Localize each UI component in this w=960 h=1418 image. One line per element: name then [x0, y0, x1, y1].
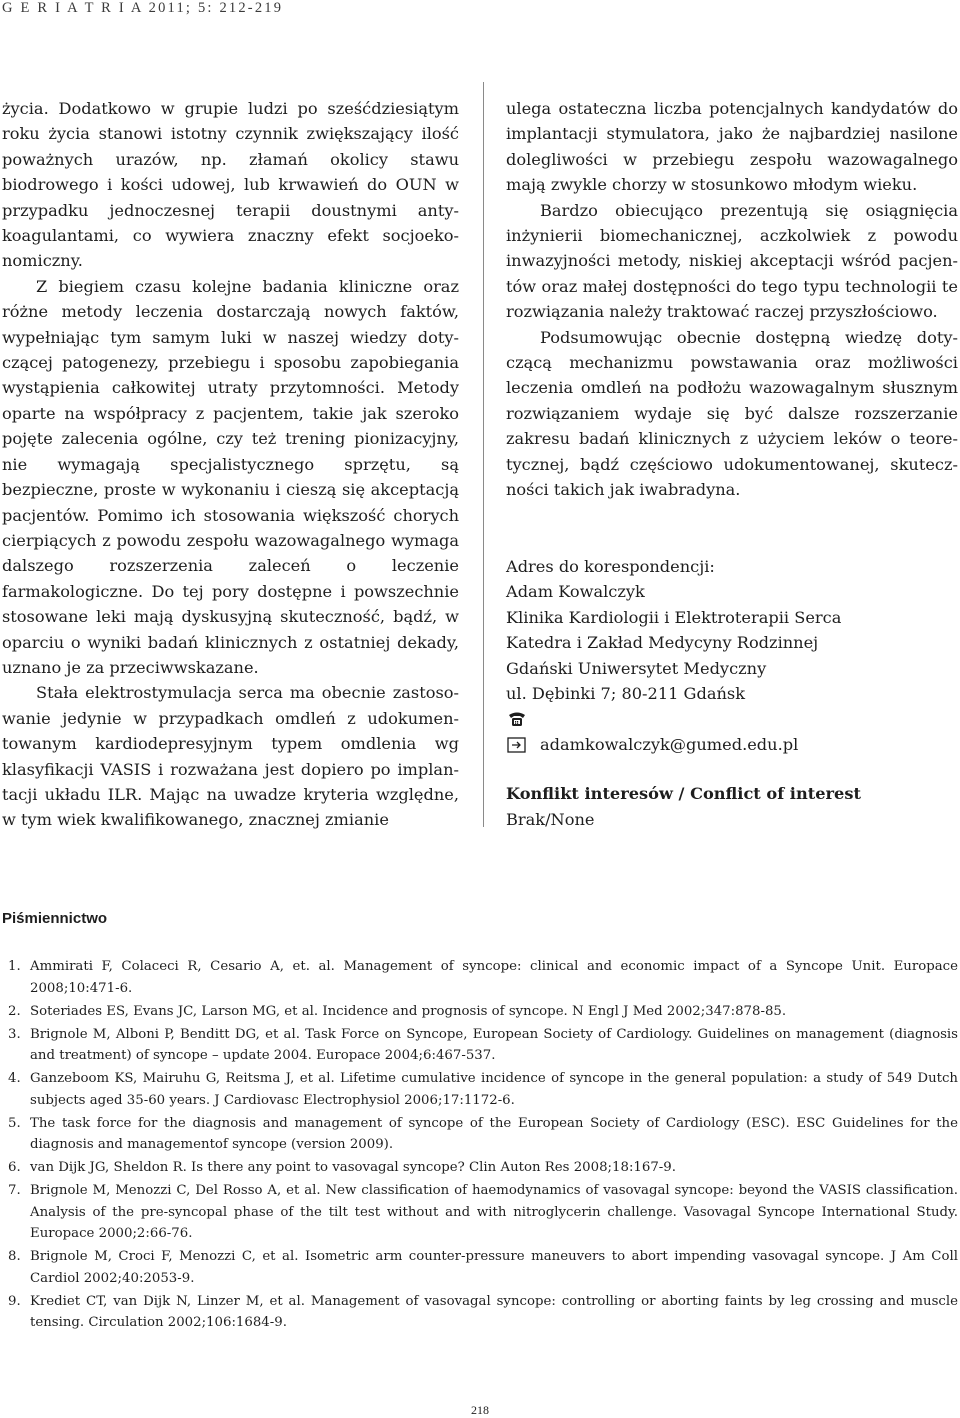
university-name: Gdański Uniwersytet Medyczny: [506, 658, 767, 678]
page-number: 218: [471, 1403, 489, 1417]
body-paragraph: Bardzo obiecująco prezentują się osiągnięcia inżynierii biomechanicznej, aczkolwiek z powodu inwazyjności metody, niskiej akceptacji wśród pacjentów oraz małej dostępności do tego typu technologii te rozwiązania należy traktować raczej przyszłościowo.: [506, 200, 958, 322]
reference-text: van Dijk JG, Sheldon R. Is there any point to vasovagal syncope? Clin Auton Res 2008;18:167-9.: [30, 1160, 676, 1175]
reference-text: Brignole M, Alboni P, Benditt DG, et al. Task Force on Syncope, European Society of Cardiology. Guidelines on management (diagnosis and treatment) of syncope – update 2004. Europace 2004;6:467-537.: [30, 1026, 958, 1063]
body-paragraph: ulega ostateczna liczba potencjalnych kandydatów do implantacji stymulatora, jako że najbardziej nasilone dolegliwości w przebiegu zespołu wazowagalnego mają zwykle chorzy w stosunkowo młodym wieku.: [506, 99, 958, 195]
reference-number: 8.: [8, 1249, 21, 1264]
reference-item: [2, 1180, 958, 1245]
institution-department: Katedra i Zakład Medycyny Rodzinnej: [506, 633, 819, 653]
reference-number: 9.: [8, 1293, 21, 1309]
left-column: [2, 96, 459, 833]
references-heading: Piśmiennictwo: [2, 910, 108, 927]
email-row: [506, 732, 958, 757]
reference-number: 1.: [8, 959, 21, 974]
body-paragraph: Stała elektrostymulacja serca ma obecnie zastosowanie jedynie w przypadkach omdleń z udokumentowanym kardiodepresyjnym typem omdlenia wg klasyfikacji VASIS i rozważana jest dopiero po implantacji układu ILR. Mając na uwadze kryteria względne, w tym wiek kwalifikowanego, znacznej zmianie: [2, 683, 459, 830]
references-list: [2, 956, 958, 1335]
envelope-icon: [506, 736, 528, 754]
telephone-icon: [506, 710, 528, 728]
right-column: [506, 96, 958, 503]
institution-clinic: Klinika Kardiologii i Elektroterapii Serca: [506, 607, 842, 627]
body-paragraph: życia. Dodatkowo w grupie ludzi po sześćdziesiątym roku życia stanowi istotny czynnik zwiększający ilość poważnych urazów, np. złamań okolicy stawu biodrowego i kości udowej, lub krwawień do OUN w przypadku jednoczesnej terapii doustnymi antykoagulantami, co wywiera znaczny efekt socjoekonomiczny.: [2, 99, 459, 271]
author-name: Adam Kowalczyk: [506, 582, 645, 602]
running-header: G E R I A T R I A 2011; 5: 212-219: [2, 0, 284, 16]
reference-item: [2, 1024, 958, 1067]
reference-item: [2, 956, 958, 999]
conflict-of-interest-title: Konflikt interesów / Conflict of interest: [506, 784, 861, 804]
body-paragraph: Z biegiem czasu kolejne badania kliniczne oraz różne metody leczenia dostarczają nowych faktów, wypełniając tym samym luki w naszej wiedzy dotyczącej patogenezy, przebiegu i sposobu zapobiegania wystąpienia całkowitej utraty przytomności. Metody oparte na współpracy z pacjentem, takie jak szeroko pojęte zalecenia ogólne, czy też trening pionizacyjny, nie wymagają specjalistycznego sprzętu, są bezpieczne, proste w wykonaniu i cieszą się akceptacją pacjentów. Pomimo ich stosowania większość chorych cierpiących z powodu zespołu wazowagalnego wymaga dalszego rozszerzenia zaleceń o leczenie farmakologiczne. Do tej pory dostępne i powszechnie stosowane leki mają dyskusyjną skuteczność, bądź, w oparciu o wyniki badań klinicznych z ostatniej dekady, uznano je za przeciwwskazane.: [2, 276, 459, 677]
body-paragraph: Podsumowując obecnie dostępną wiedzę dotyczącą mechanizmu powstawania oraz możliwości leczenia omdleń na podłożu wazowagalnym słusznym rozwiązaniem wydaje się być dalsze rozszerzanie zakresu badań klinicznych z użyciem leków o teoretycznej, bądź częściowo udokumentowanej, skuteczności takich jak iwabradyna.: [506, 327, 958, 500]
reference-text: Soteriades ES, Evans JC, Larson MG, et al. Incidence and prognosis of syncope. N Engl J Med 2002;347:878-85.: [30, 1003, 787, 1019]
reference-text: Ganzeboom KS, Mairuhu G, Reitsma J, et al. Lifetime cumulative incidence of syncope in the general population: a study of 549 Dutch subjects aged 35-60 years. J Cardiovasc Electrophysiol 2006;17:1172-6.: [30, 1071, 958, 1108]
reference-number: 3.: [8, 1026, 21, 1042]
correspondence-block: [506, 554, 958, 832]
reference-item: [2, 1113, 958, 1156]
reference-text: Brignole M, Menozzi C, Del Rosso A, et al. New classification of haemodynamics of vasovagal syncope: beyond the VASIS classification. Analysis of the pre-syncopal phase of the tilt test without and with nitroglycerin challenge. Vasovagal Syncope International Study. Europace 2000;2:66-76.: [30, 1183, 958, 1241]
phone-row: [506, 706, 958, 731]
reference-item: [2, 1157, 958, 1179]
reference-text: Ammirati F, Colaceci R, Cesario A, et. al. Management of syncope: clinical and economic impact of a Syncope Unit. Europace 2008;10:471-6.: [30, 959, 958, 996]
reference-number: 2.: [8, 1003, 21, 1019]
reference-number: 6.: [8, 1160, 21, 1175]
reference-item: [2, 1068, 958, 1111]
reference-text: Krediet CT, van Dijk N, Linzer M, et al. Management of vasovagal syncope: controlling or aborting faints by leg crossing and muscle tensing. Circulation 2002;106:1684-9.: [30, 1293, 958, 1330]
reference-text: The task force for the diagnosis and management of syncope of the European Society of Cardiology (ESC). ESC Guidelines for the diagnosis and managementof syncope (version 2009).: [30, 1115, 958, 1152]
reference-number: 4.: [8, 1071, 21, 1086]
correspondence-heading: Adres do korespondencji:: [506, 557, 715, 576]
reference-item: [2, 1291, 958, 1334]
column-divider: [483, 82, 484, 827]
reference-item: [2, 1001, 958, 1023]
reference-number: 7.: [8, 1183, 21, 1198]
postal-address: ul. Dębinki 7; 80-211 Gdańsk: [506, 684, 746, 704]
reference-item: [2, 1246, 958, 1289]
email-address[interactable]: adamkowalczyk@gumed.edu.pl: [540, 734, 799, 754]
conflict-of-interest-value: Brak/None: [506, 809, 595, 829]
reference-number: 5.: [8, 1115, 21, 1131]
reference-text: Brignole M, Croci F, Menozzi C, et al. Isometric arm counter-pressure maneuvers to abort impending vasovagal syncope. J Am Coll Cardiol 2002;40:2053-9.: [30, 1249, 958, 1286]
